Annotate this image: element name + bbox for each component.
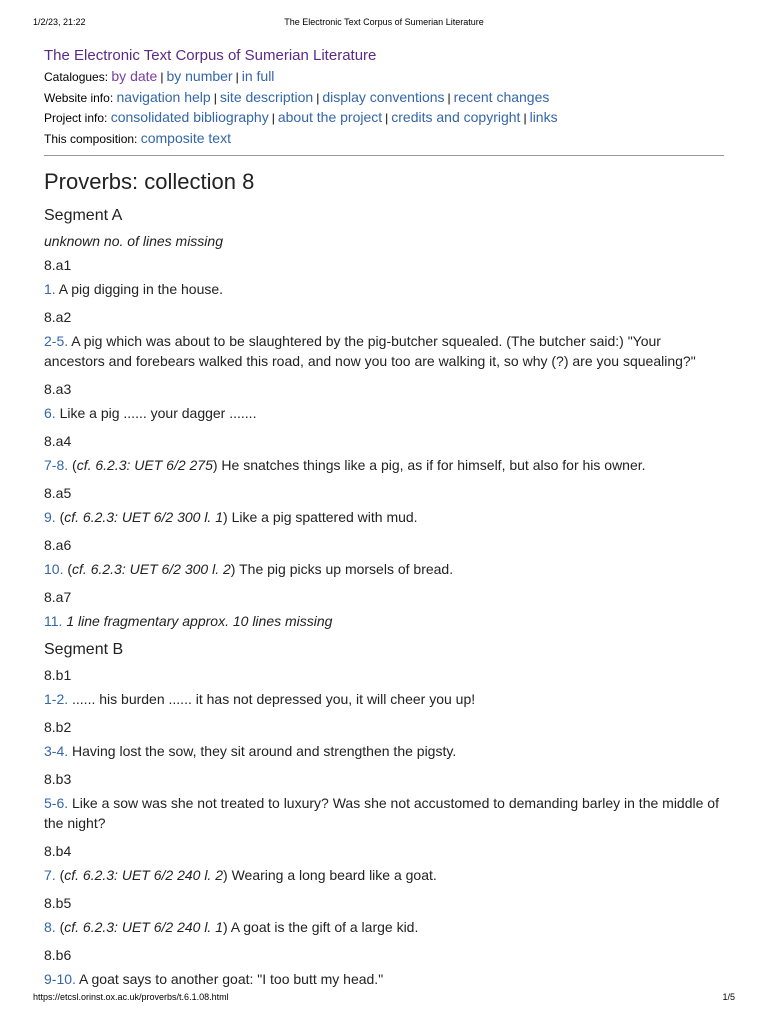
- line-label: 8.a2: [44, 309, 72, 325]
- link-about-the-project[interactable]: about the project: [277, 109, 383, 125]
- this-composition-label: This composition:: [44, 132, 138, 146]
- catalogues-row: [44, 68, 274, 84]
- line-label: 8.b6: [44, 947, 72, 963]
- translation-line: 9. (cf. 6.2.3: UET 6/2 300 l. 1) Like a pig spattered with mud.: [44, 509, 418, 525]
- line-number-link[interactable]: 7-8.: [44, 457, 69, 473]
- line-label: 8.b5: [44, 895, 72, 911]
- line-label: 8.a1: [44, 257, 72, 273]
- line-label: 8.b3: [44, 771, 72, 787]
- separator: |: [523, 111, 527, 125]
- cross-reference: cf. 6.2.3: UET 6/2 240 l. 2: [64, 867, 224, 883]
- line-number-link[interactable]: 2-5.: [44, 333, 69, 349]
- translation-line: 8. (cf. 6.2.3: UET 6/2 240 l. 1) A goat is the gift of a large kid.: [44, 919, 419, 935]
- line-number-link[interactable]: 11.: [44, 613, 63, 629]
- link-by-number[interactable]: by number: [166, 68, 233, 84]
- line-number-link[interactable]: 9.: [44, 509, 56, 525]
- page-title: Proverbs: collection 8: [44, 169, 255, 194]
- website-info-row: [44, 89, 549, 105]
- link-links[interactable]: links: [529, 109, 558, 125]
- line-number-link[interactable]: 1-2.: [44, 691, 69, 707]
- main-content: [44, 167, 724, 997]
- separator: |: [385, 111, 389, 125]
- line-number-link[interactable]: 5-6.: [44, 795, 69, 811]
- line-text: 1 line fragmentary approx. 10 lines missing: [66, 613, 333, 629]
- this-composition-row: [44, 130, 231, 146]
- print-footer-url: https://etcsl.orinst.ox.ac.uk/proverbs/t.6.1.08.html: [33, 992, 229, 1002]
- link-site-description[interactable]: site description: [219, 89, 314, 105]
- translation-line: [44, 793, 724, 833]
- link-by-date[interactable]: by date: [111, 68, 158, 84]
- cross-reference: cf. 6.2.3: UET 6/2 275: [76, 457, 213, 473]
- separator: |: [447, 91, 451, 105]
- line-number-link[interactable]: 9-10.: [44, 971, 76, 987]
- separator: |: [235, 70, 239, 84]
- line-number-link[interactable]: 10.: [44, 561, 64, 577]
- translation-line: [44, 403, 724, 423]
- cross-reference: cf. 6.2.3: UET 6/2 300 l. 1: [64, 509, 224, 525]
- line-text: The pig picks up morsels of bread.: [235, 561, 454, 577]
- translation-line: [44, 741, 724, 761]
- line-text: A goat is the gift of a large kid.: [227, 919, 419, 935]
- line-text: Wearing a long beard like a goat.: [227, 867, 437, 883]
- catalogues-label: Catalogues:: [44, 70, 109, 84]
- line-text: Like a pig spattered with mud.: [227, 509, 418, 525]
- line-text: ...... his burden ...... it has not depressed you, it will cheer you up!: [68, 691, 476, 707]
- line-text: A pig which was about to be slaughtered by the pig-butcher squealed. (The butcher said:) "Your ancestors and forebears walked this road, and now you too are walking it, so why (?) are you squealing?": [44, 333, 696, 369]
- line-text: A goat says to another goat: "I too butt my head.": [75, 971, 384, 987]
- line-number-link[interactable]: 7.: [44, 867, 56, 883]
- line-number-link[interactable]: 6.: [44, 405, 56, 421]
- line-number-link[interactable]: 1.: [44, 281, 56, 297]
- project-info-row: [44, 109, 558, 125]
- translation-line: 7. (cf. 6.2.3: UET 6/2 240 l. 2) Wearing a long beard like a goat.: [44, 867, 437, 883]
- line-label: 8.b4: [44, 843, 72, 859]
- translation-line: [44, 969, 724, 989]
- line-label: 8.a7: [44, 589, 72, 605]
- print-header-title: The Electronic Text Corpus of Sumerian Literature: [284, 17, 484, 27]
- line-text: Having lost the sow, they sit around and strengthen the pigsty.: [68, 743, 457, 759]
- line-label: 8.a3: [44, 381, 72, 397]
- translation-line: [44, 689, 724, 709]
- separator: |: [316, 91, 320, 105]
- separator: |: [271, 111, 275, 125]
- segment-a-heading: Segment A: [44, 207, 123, 224]
- line-label: 8.a4: [44, 433, 72, 449]
- cross-reference: cf. 6.2.3: UET 6/2 300 l. 2: [72, 561, 231, 577]
- print-footer: [0, 992, 768, 1006]
- link-display-conventions[interactable]: display conventions: [322, 89, 445, 105]
- separator: |: [160, 70, 164, 84]
- site-title[interactable]: The Electronic Text Corpus of Sumerian Literature: [44, 47, 377, 64]
- divider: [44, 155, 724, 156]
- print-header: [0, 17, 768, 31]
- line-label: 8.b2: [44, 719, 72, 735]
- line-text: A pig digging in the house.: [55, 281, 224, 297]
- cross-reference: cf. 6.2.3: UET 6/2 240 l. 1: [64, 919, 224, 935]
- print-header-datetime: 1/2/23, 21:22: [33, 17, 86, 27]
- line-label: 8.a6: [44, 537, 72, 553]
- segment-b-heading: Segment B: [44, 641, 124, 658]
- line-number-link[interactable]: 3-4.: [44, 743, 69, 759]
- line-number-link[interactable]: 8.: [44, 919, 56, 935]
- separator: |: [213, 91, 217, 105]
- link-recent-changes[interactable]: recent changes: [453, 89, 550, 105]
- translation-line: [44, 611, 724, 631]
- website-info-label: Website info:: [44, 91, 114, 105]
- link-navigation-help[interactable]: navigation help: [116, 89, 211, 105]
- translation-line: 10. (cf. 6.2.3: UET 6/2 300 l. 2) The pig picks up morsels of bread.: [44, 561, 454, 577]
- project-info-label: Project info:: [44, 111, 108, 125]
- translation-line: [44, 279, 724, 299]
- segment-a-note: unknown no. of lines missing: [44, 233, 223, 249]
- link-credits-and-copyright[interactable]: credits and copyright: [391, 109, 521, 125]
- line-text: Like a sow was she not treated to luxury? Was she not accustomed to demanding barley in the middle of the night?: [44, 795, 719, 831]
- line-label: 8.a5: [44, 485, 72, 501]
- link-consolidated-bibliography[interactable]: consolidated bibliography: [110, 109, 269, 125]
- link-in-full[interactable]: in full: [241, 68, 275, 84]
- line-text: He snatches things like a pig, as if for himself, but also for his owner.: [217, 457, 646, 473]
- translation-line: 7-8. (cf. 6.2.3: UET 6/2 275) He snatches things like a pig, as if for himself, but also for his owner.: [44, 457, 646, 473]
- line-text: Like a pig ...... your dagger .......: [55, 405, 257, 421]
- translation-line: [44, 331, 724, 371]
- print-footer-page: 1/5: [722, 992, 735, 1002]
- link-composite-text[interactable]: composite text: [140, 130, 231, 146]
- line-label: 8.b1: [44, 667, 72, 683]
